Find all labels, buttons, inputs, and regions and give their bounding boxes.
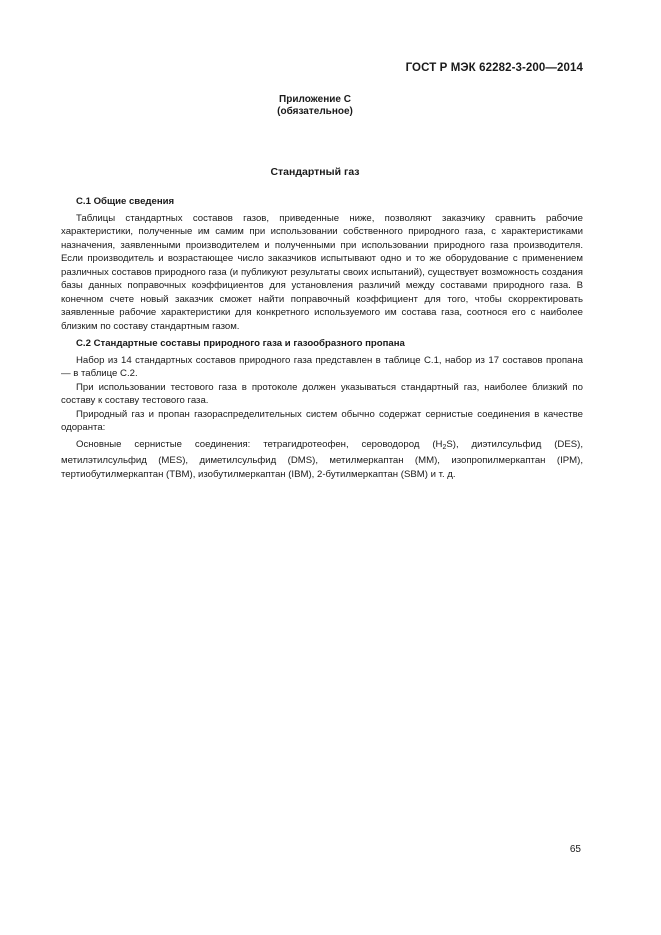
body-text bbox=[61, 195, 583, 481]
subsection-heading-c2: С.2 Стандартные составы природного газа и газообразного пропана bbox=[76, 338, 405, 349]
paragraph-c2-4 bbox=[61, 438, 583, 482]
appendix-subtitle: (обязательное) bbox=[277, 106, 353, 117]
paragraph-c2-4-part1: Основные сернистые соединения: тетрагидротеофен, сероводород (H bbox=[76, 438, 443, 450]
subscript-2: 2 bbox=[442, 443, 447, 451]
paragraph-c2-1: Набор из 14 стандартных составов природного газа представлен в таблице С.1, набор из 17 составов пропана — в таблице С.2. bbox=[61, 354, 583, 379]
page-number: 65 bbox=[569, 844, 581, 855]
appendix-title: Приложение С bbox=[279, 94, 351, 105]
paragraph-c2-2: При использовании тестового газа в протоколе должен указываться стандартный газ, наиболее близкий по составу к составу тестового газа. bbox=[61, 381, 583, 406]
standard-code: ГОСТ Р МЭК 62282-3-200—2014 bbox=[405, 62, 583, 74]
subsection-heading-c1: С.1 Общие сведения bbox=[76, 196, 175, 207]
paragraph-c2-4-part2: S), диэтилсульфид (DES), метилэтилсульфид (MES), диметилсульфид (DMS), метилмеркаптан (MM), изопропилмеркаптан (IPM), тертиобутилмеркаптан (TBM), изобутилмеркаптан (IBM), 2-бутилмеркаптан (SBM) и т. д. bbox=[61, 438, 583, 480]
paragraph-c2-3: Природный газ и пропан газораспределительных систем обычно содержат сернистые соединения в качестве одоранта: bbox=[61, 408, 583, 433]
paragraph-c1-1: Таблицы стандартных составов газов, приведенные ниже, позволяют заказчику сравнить рабочие характеристики, полученные им самим при использовании собственного природного газа, с характеристиками назначения, заявленными производителем и полученными при использовании природного газа производителя. Если производитель и возрастающее число заказчиков испытывают одно и то же оборудование с применением различных составов природного газа (и публикуют результаты своих испытаний), существует возможность создания базы данных поправочных коэффициентов для установления различий между составами природного газа. В конечном счете новый заказчик сможет найти поправочный коэффициент для того, чтобы скорректировать заявленные рабочие характеристики для конкретного используемого им состава газа, соотнося его с наиболее близким по составу стандартным газом. bbox=[61, 212, 583, 332]
section-title: Стандартный газ bbox=[270, 166, 360, 178]
